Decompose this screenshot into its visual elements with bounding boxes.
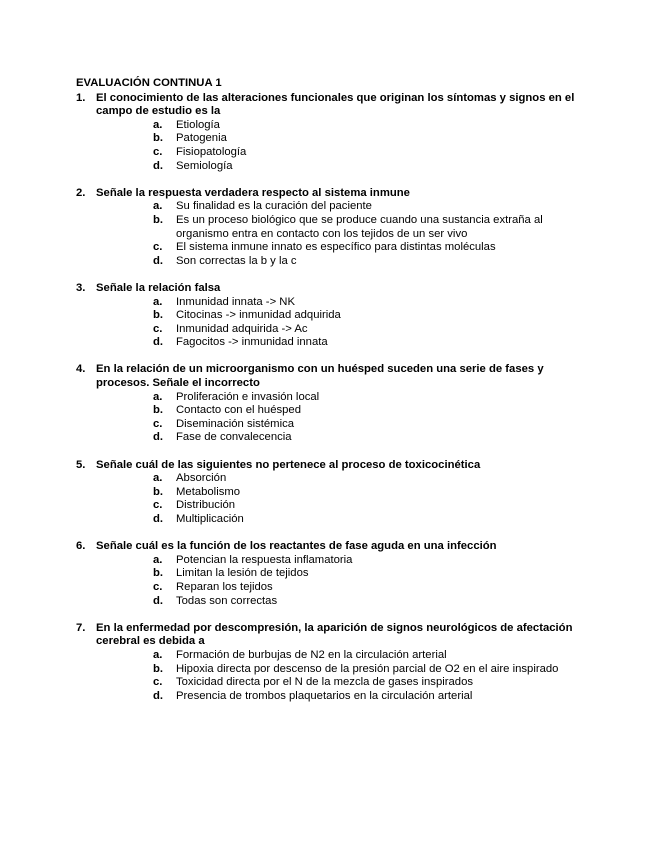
question-stem <box>76 92 596 119</box>
option-item <box>76 581 596 595</box>
option-letter: b. <box>153 132 164 145</box>
option-text: Limitan la lesión de tejidos <box>176 567 309 580</box>
option-text: Potencian la respuesta inflamatoria <box>176 553 353 566</box>
option-text: Fagocitos -> inmunidad innata <box>176 336 328 349</box>
question-text: Señale cuál de las siguientes no pertenece al proceso de toxicocinética <box>96 458 481 471</box>
option-item <box>76 663 596 677</box>
option-text: Absorción <box>176 472 227 485</box>
question-number: 5. <box>76 458 86 471</box>
question-2 <box>76 187 596 269</box>
option-letter: a. <box>153 295 163 308</box>
question-3 <box>76 282 596 350</box>
option-letter: b. <box>153 309 164 322</box>
option-text: Reparan los tejidos <box>176 580 273 593</box>
option-letter: c. <box>153 499 163 512</box>
option-text: Proliferación e invasión local <box>176 390 320 403</box>
option-letter: d. <box>153 689 164 702</box>
option-letter: c. <box>153 580 163 593</box>
option-letter: a. <box>153 553 163 566</box>
question-stem <box>76 540 596 554</box>
option-item <box>76 323 596 337</box>
option-letter: a. <box>153 390 163 403</box>
option-letter: b. <box>153 567 164 580</box>
question-number: 4. <box>76 363 86 376</box>
option-text: Fisiopatología <box>176 145 247 158</box>
option-letter: a. <box>153 648 163 661</box>
option-item <box>76 595 596 609</box>
question-text: Señale la relación falsa <box>96 281 221 294</box>
option-item <box>76 160 596 174</box>
option-text: Fase de convalecencia <box>176 431 292 444</box>
option-item <box>76 649 596 663</box>
question-stem <box>76 622 596 649</box>
question-number: 3. <box>76 281 86 294</box>
question-number: 6. <box>76 540 86 553</box>
option-letter: c. <box>153 417 163 430</box>
option-item <box>76 486 596 500</box>
question-stem <box>76 282 596 296</box>
option-item <box>76 309 596 323</box>
option-item <box>76 241 596 255</box>
question-6 <box>76 540 596 608</box>
question-text: Señale la respuesta verdadera respecto al sistema inmune <box>96 186 410 199</box>
option-text: Etiología <box>176 118 220 131</box>
question-text: En la enfermedad por descompresión, la aparición de signos neurológicos de afectación cerebral es debida a <box>96 621 573 648</box>
option-letter: b. <box>153 485 164 498</box>
document-title: EVALUACIÓN CONTINUA 1 <box>76 77 222 89</box>
question-text: Señale cuál es la función de los reactantes de fase aguda en una infección <box>96 540 497 553</box>
option-item <box>76 132 596 146</box>
option-letter: d. <box>153 159 164 172</box>
option-letter: d. <box>153 431 164 444</box>
option-text: Metabolismo <box>176 485 241 498</box>
option-list <box>76 119 596 173</box>
option-text: Citocinas -> inmunidad adquirida <box>176 309 341 322</box>
option-text: Es un proceso biológico que se produce cuando una sustancia extraña al organismo entra en contacto con los tejidos de un ser vivo <box>176 213 543 240</box>
option-text: Formación de burbujas de N2 en la circulación arterial <box>176 648 447 661</box>
option-item <box>76 567 596 581</box>
question-4 <box>76 363 596 445</box>
option-list <box>76 554 596 608</box>
question-1 <box>76 92 596 174</box>
option-item <box>76 431 596 445</box>
option-item <box>76 255 596 269</box>
option-letter: c. <box>153 322 163 335</box>
option-text: Su finalidad es la curación del paciente <box>176 200 372 213</box>
option-letter: a. <box>153 472 163 485</box>
option-item <box>76 676 596 690</box>
option-text: Inmunidad innata -> NK <box>176 295 296 308</box>
option-text: Son correctas la b y la c <box>176 254 297 267</box>
option-text: Semiología <box>176 159 233 172</box>
option-letter: b. <box>153 213 164 226</box>
option-item <box>76 200 596 214</box>
option-text: Distribución <box>176 499 236 512</box>
option-text: Contacto con el huésped <box>176 404 301 417</box>
question-number: 2. <box>76 186 86 199</box>
question-number: 7. <box>76 621 86 634</box>
option-item <box>76 404 596 418</box>
option-letter: d. <box>153 513 164 525</box>
option-text: Diseminación sistémica <box>176 417 295 430</box>
option-letter: b. <box>153 662 164 675</box>
option-list <box>76 296 596 350</box>
option-letter: d. <box>153 594 164 607</box>
option-item <box>76 296 596 310</box>
option-text: Inmunidad adquirida -> Ac <box>176 322 308 335</box>
option-item <box>76 554 596 568</box>
option-item <box>76 336 596 350</box>
question-text: En la relación de un microorganismo con un huésped suceden una serie de fases y procesos. Señale el incorrecto <box>96 363 544 390</box>
option-letter: c. <box>153 241 163 254</box>
question-text: El conocimiento de las alteraciones funcionales que originan los síntomas y signos en el campo de estudio es la <box>96 91 575 118</box>
option-letter: a. <box>153 200 163 213</box>
option-item <box>76 391 596 405</box>
option-letter: c. <box>153 676 163 689</box>
option-list <box>76 391 596 445</box>
option-item <box>76 499 596 513</box>
option-letter: d. <box>153 254 164 267</box>
question-list <box>76 92 596 704</box>
option-item <box>76 146 596 160</box>
question-5 <box>76 459 596 527</box>
option-letter: c. <box>153 145 163 158</box>
option-item <box>76 690 596 704</box>
option-letter: b. <box>153 404 164 417</box>
option-text: Patogenia <box>176 132 227 145</box>
option-text: Hipoxia directa por descenso de la presión parcial de O2 en el aire inspirado <box>176 662 559 675</box>
option-item <box>76 119 596 133</box>
document-page <box>76 77 596 717</box>
question-7 <box>76 622 596 704</box>
option-list <box>76 200 596 268</box>
option-letter: a. <box>153 118 163 131</box>
option-list <box>76 472 596 526</box>
option-text: Multiplicación <box>176 513 244 525</box>
option-list <box>76 649 596 703</box>
question-stem <box>76 459 596 473</box>
option-item <box>76 513 596 527</box>
option-text: Todas son correctas <box>176 594 278 607</box>
option-text: El sistema inmune innato es específico para distintas moléculas <box>176 241 496 254</box>
option-item <box>76 214 596 241</box>
question-stem <box>76 187 596 201</box>
option-text: Toxicidad directa por el N de la mezcla de gases inspirados <box>176 676 474 689</box>
question-number: 1. <box>76 91 86 104</box>
option-item <box>76 418 596 432</box>
option-text: Presencia de trombos plaquetarios en la circulación arterial <box>176 689 473 702</box>
option-item <box>76 472 596 486</box>
question-stem <box>76 363 596 390</box>
option-letter: d. <box>153 336 164 349</box>
